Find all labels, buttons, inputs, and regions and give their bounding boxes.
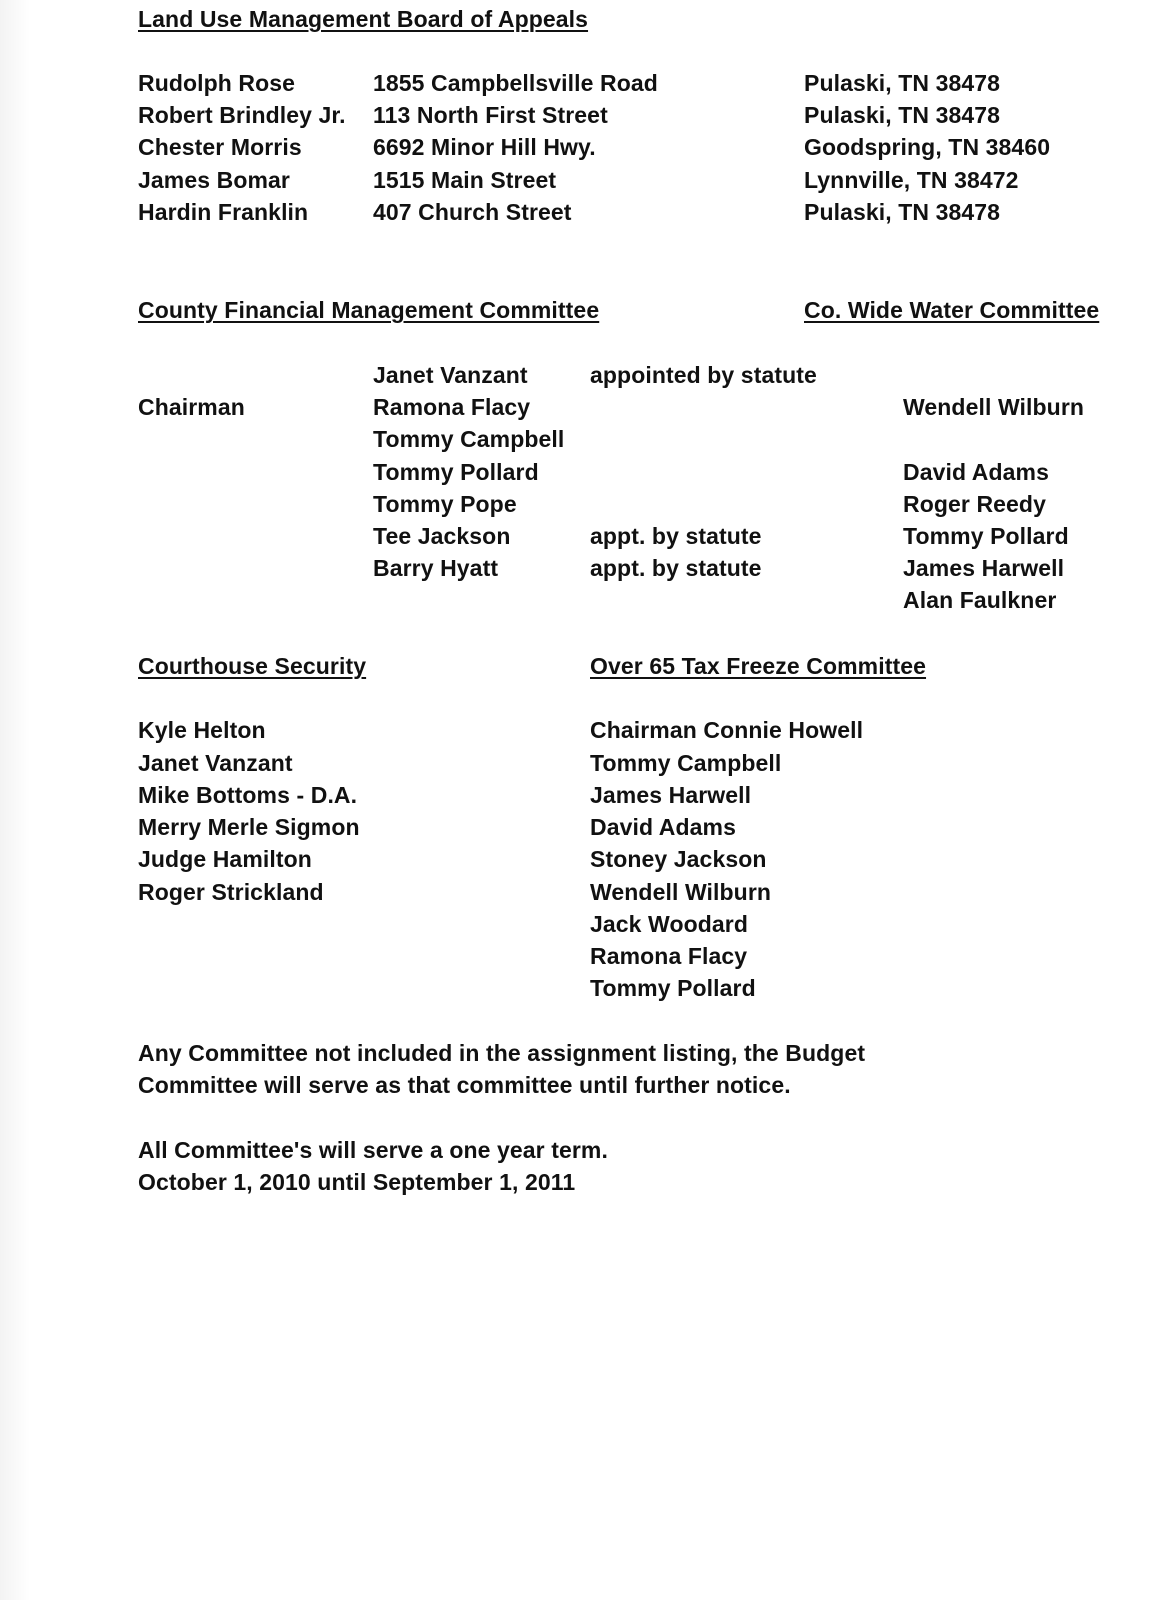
water-member: Tommy Pollard [903,523,1069,549]
tax-freeze-member: Chairman Connie Howell [590,717,864,743]
financial-member-name: Tee Jackson [373,523,511,549]
land-use-member-name: Robert Brindley Jr. [138,102,346,128]
financial-member-name: Tommy Pollard [373,459,539,485]
land-use-member-address: 1515 Main Street [373,167,557,193]
land-use-member-name: Hardin Franklin [138,199,309,225]
financial-member-name: Ramona Flacy [373,394,531,420]
land-use-member-address: 407 Church Street [373,199,572,225]
security-member: Janet Vanzant [138,750,293,776]
water-member: James Harwell [903,555,1065,581]
security-member: Kyle Helton [138,717,266,743]
tax-freeze-member: Wendell Wilburn [590,879,772,905]
land-use-heading: Land Use Management Board of Appeals [138,6,589,32]
term-note-line: All Committee's will serve a one year term. [138,1137,608,1163]
budget-note-line: Committee will serve as that committee until further notice. [138,1072,791,1098]
water-member: Wendell Wilburn [903,394,1085,420]
tax-freeze-member: James Harwell [590,782,752,808]
security-member: Judge Hamilton [138,846,312,872]
security-member: Mike Bottoms - D.A. [138,782,358,808]
financial-member-name: Barry Hyatt [373,555,499,581]
financial-member-note: appointed by statute [590,362,817,388]
tax-freeze-member: Tommy Pollard [590,975,756,1001]
financial-member-name: Tommy Pope [373,491,517,517]
security-member: Merry Merle Sigmon [138,814,360,840]
financial-member-name: Janet Vanzant [373,362,528,388]
land-use-member-city: Lynnville, TN 38472 [804,167,1019,193]
water-member: Roger Reedy [903,491,1046,517]
security-member: Roger Strickland [138,879,324,905]
scan-edge [0,0,30,1600]
financial-chairman-label: Chairman [138,394,245,420]
tax-freeze-heading: Over 65 Tax Freeze Committee [590,653,927,679]
tax-freeze-member: Ramona Flacy [590,943,748,969]
term-dates-line: October 1, 2010 until September 1, 2011 [138,1169,576,1195]
tax-freeze-member: Jack Woodard [590,911,748,937]
water-member: Alan Faulkner [903,587,1057,613]
land-use-member-address: 1855 Campbellsville Road [373,70,658,96]
financial-member-name: Tommy Campbell [373,426,565,452]
land-use-member-city: Pulaski, TN 38478 [804,199,1001,225]
tax-freeze-member: David Adams [590,814,736,840]
land-use-member-address: 113 North First Street [373,102,608,128]
financial-member-note: appt. by statute [590,555,762,581]
land-use-member-address: 6692 Minor Hill Hwy. [373,134,596,160]
land-use-member-name: James Bomar [138,167,290,193]
land-use-member-name: Rudolph Rose [138,70,296,96]
land-use-member-city: Pulaski, TN 38478 [804,70,1001,96]
land-use-member-name: Chester Morris [138,134,302,160]
budget-note-line: Any Committee not included in the assignment listing, the Budget [138,1040,866,1066]
land-use-member-city: Pulaski, TN 38478 [804,102,1001,128]
water-member: David Adams [903,459,1049,485]
tax-freeze-member: Stoney Jackson [590,846,767,872]
land-use-member-city: Goodspring, TN 38460 [804,134,1051,160]
tax-freeze-member: Tommy Campbell [590,750,782,776]
financial-heading: County Financial Management Committee [138,297,600,323]
water-heading: Co. Wide Water Committee [804,297,1100,323]
financial-member-note: appt. by statute [590,523,762,549]
security-heading: Courthouse Security [138,653,367,679]
